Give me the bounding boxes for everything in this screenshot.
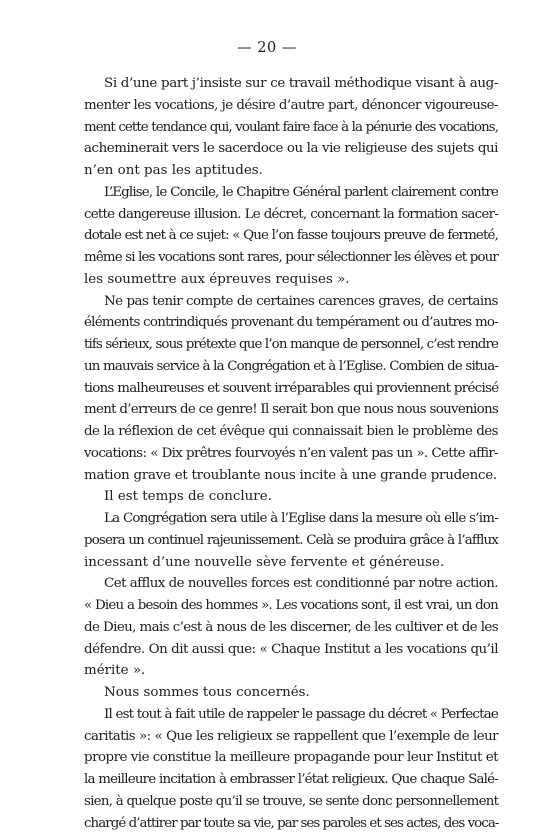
text-line: mation grave et troublante nous incite à une grande prudence. xyxy=(84,465,498,487)
text-line: « Dieu a besoin des hommes ». Les vocations sont, il est vrai, un don xyxy=(84,595,498,617)
text-line: propre vie constitue la meilleure propagande pour leur Institut et xyxy=(84,747,498,769)
text-line: ment d’erreurs de ce genre! Il serait bon que nous nous souvenions xyxy=(84,399,498,421)
text-line: L’Eglise, le Concile, le Chapitre Général parlent clairement contre xyxy=(84,182,498,204)
text-line: un mauvais service à la Congrégation et à l’Eglise. Combien de situa- xyxy=(84,356,498,378)
text-line: de Dieu, mais c’est à nous de les discerner, de les cultiver et de les xyxy=(84,617,498,639)
page-number: — 20 — xyxy=(0,40,534,56)
text-line: incessant d’une nouvelle sève fervente et généreuse. xyxy=(84,552,498,574)
text-line: Si d’une part j’insiste sur ce travail méthodique visant à aug- xyxy=(84,73,498,95)
text-line: mérite ». xyxy=(84,660,498,682)
text-line: n’en ont pas les aptitudes. xyxy=(84,160,498,182)
text-line: tions malheureuses et souvent irréparables qui proviennent précisé xyxy=(84,378,498,400)
text-line: de la réflexion de cet évêque qui connaissait bien le problème des xyxy=(84,421,498,443)
text-line: ment cette tendance qui, voulant faire face à la pénurie des vocations, xyxy=(84,117,498,139)
text-line: vocations: « Dix prêtres fourvoyés n’en valent pas un ». Cette affir- xyxy=(84,443,498,465)
text-line: acheminerait vers le sacerdoce ou la vie religieuse des sujets qui xyxy=(84,138,498,160)
text-line: chargé d’attirer par toute sa vie, par ses paroles et ses actes, des voca- xyxy=(84,813,498,834)
text-line: même si les vocations sont rares, pour sélectionner les élèves et pour xyxy=(84,247,498,269)
body-text xyxy=(84,73,498,834)
text-line: tifs sérieux, sous prétexte que l’on manque de personnel, c’est rendre xyxy=(84,334,498,356)
text-line: sien, à quelque poste qu’il se trouve, se sente donc personnellement xyxy=(84,791,498,813)
text-line: Ne pas tenir compte de certaines carences graves, de certains xyxy=(84,291,498,313)
text-line: éléments contrindiqués provenant du tempérament ou d’autres mo- xyxy=(84,312,498,334)
text-line: dotale est net à ce sujet: « Que l’on fasse toujours preuve de fermeté, xyxy=(84,225,498,247)
text-line: menter les vocations, je désire d’autre part, dénoncer vigoureuse- xyxy=(84,95,498,117)
text-line: les soumettre aux épreuves requises ». xyxy=(84,269,498,291)
text-line: Il est temps de conclure. xyxy=(84,486,498,508)
text-line: la meilleure incitation à embrasser l’état religieux. Que chaque Salé- xyxy=(84,769,498,791)
text-line: caritatis »: « Que les religieux se rappellent que l’exemple de leur xyxy=(84,726,498,748)
text-line: Il est tout à fait utile de rappeler le passage du décret « Perfectae xyxy=(84,704,498,726)
text-line: cette dangereuse illusion. Le décret, concernant la formation sacer- xyxy=(84,204,498,226)
text-line: défendre. On dit aussi que: « Chaque Institut a les vocations qu’il xyxy=(84,639,498,661)
text-line: posera un continuel rajeunissement. Celà se produira grâce à l’afflux xyxy=(84,530,498,552)
text-line: La Congrégation sera utile à l’Eglise dans la mesure où elle s’im- xyxy=(84,508,498,530)
text-line: Nous sommes tous concernés. xyxy=(84,682,498,704)
text-line: Cet afflux de nouvelles forces est conditionné par notre action. xyxy=(84,573,498,595)
